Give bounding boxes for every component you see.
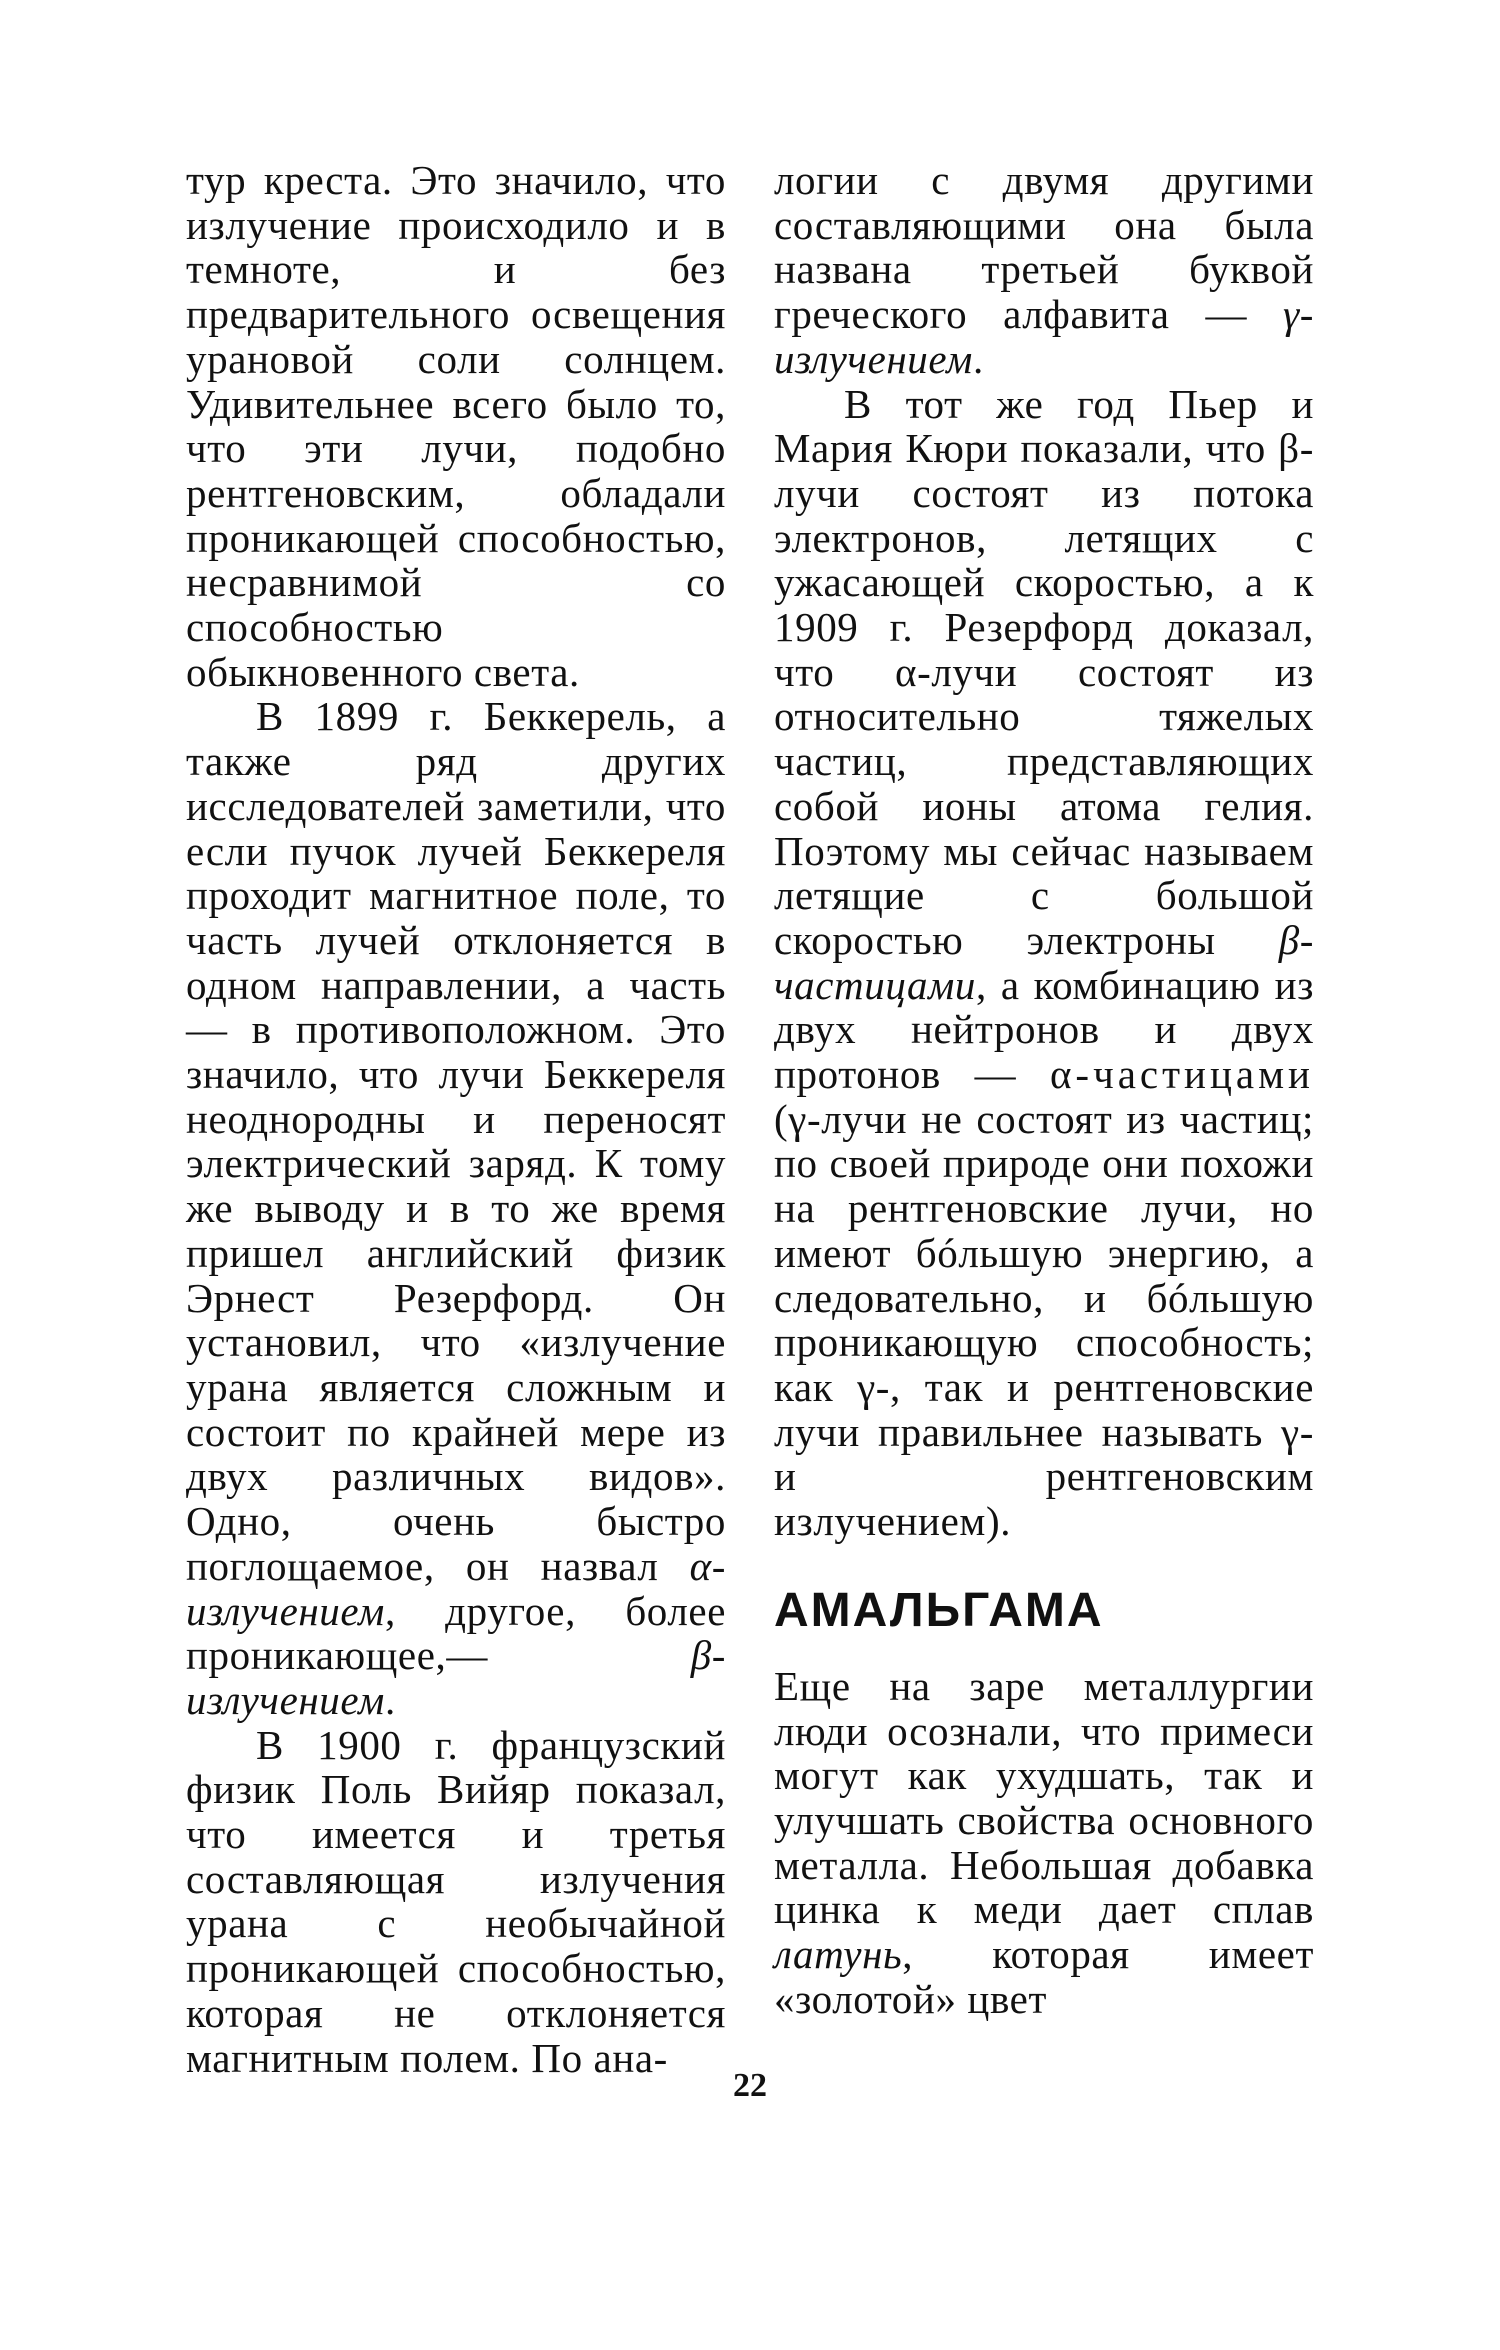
term-alpha-radiation: α-излучением [186, 1542, 726, 1634]
term-brass: латунь [774, 1931, 903, 1978]
paragraph-cross-outline: тур креста. Это значило, что излучение происходило и в темноте, и без предварительного освещения урановой соли солнцем. Удивительнее всего было то, что эти лучи, подобно рентгеновским, обладали проникающей способностью, несравнимой со способностью обыкновенного света. [186, 157, 726, 695]
paragraph-text: . [972, 335, 984, 382]
section-heading-amalgam: АМАЛЬГАМА [774, 1583, 1104, 1637]
paragraph-text: Еще на заре металлургии люди осознали, что примеси могут как ухудшать, так и улучшать свойства основного металла. Небольшая добавка цинка к меди дает сплав [774, 1662, 1314, 1933]
left-column [186, 158, 726, 2080]
paragraph-curie-rutherford [774, 382, 1314, 1544]
paragraph-text: (γ-лучи не состоят из частиц; по своей природе они похожи на рентгеновские лучи, но имеют бóльшую энергию, а следовательно, и бóльшую проникающую способность; как γ-, так и рентгеновские лучи правильнее называть γ- и рентгеновским излучением). [774, 1095, 1314, 1545]
paragraph-gamma-naming [774, 158, 1314, 382]
term-alpha-particles: α-частицами [1049, 1051, 1314, 1098]
paragraph-becquerel-1899 [186, 694, 726, 1722]
paragraph-text: В тот же год Пьер и Мария Кюри показали, что β-лучи состоят из потока электронов, летящих с ужасающей скоростью, а к 1909 г. Резерфорд доказал, что α-лучи состоят из относительно тяжелых частиц, представляющих собой ионы атома гелия. Поэтому мы сейчас называем летящие с большой скоростью электроны [774, 380, 1314, 963]
paragraph-text: , которая имеет «золотой» цвет [774, 1931, 1314, 2022]
paragraph-villard-1900: В 1900 г. французский физик Поль Вийяр показал, что имеется и третья составляющая излучения урана с необычайной проникающей способностью, которая не отклоняется магнитным полем. По ана- [186, 1721, 726, 2081]
paragraph-text: , другое, более проникающее,— [186, 1587, 726, 1679]
page-number: 22 [733, 2067, 767, 2104]
term-beta-radiation: β-излучением [186, 1632, 726, 1723]
paragraph-text: , а комбинацию из двух нейтронов и двух протонов — [774, 961, 1314, 1098]
right-column [774, 158, 1314, 2021]
paragraph-text: . [384, 1676, 396, 1723]
term-beta-particles: β-частицами [774, 916, 1314, 1008]
paragraph-text: В 1899 г. Беккерель, а также ряд других исследователей заметили, что если пучок лучей Беккереля проходит магнитное поле, то часть лучей отклоняется в одном направлении, а часть — в противоположном. Это значило, что лучи Беккереля неоднородны и переносят электрический заряд. К тому же выводу и в то же время пришел английский физик Эрнест Резерфорд. Он установил, что «излучение урана является сложным и состоит по крайней мере из двух различных видов». Одно, очень быстро поглощаемое, он назвал [186, 693, 726, 1589]
paragraph-text: логии с двумя другими составляющими она была названа третьей буквой греческого алфавита — [774, 157, 1314, 338]
paragraph-metallurgy [774, 1664, 1314, 2022]
term-gamma-radiation: γ-излучением [774, 291, 1314, 382]
